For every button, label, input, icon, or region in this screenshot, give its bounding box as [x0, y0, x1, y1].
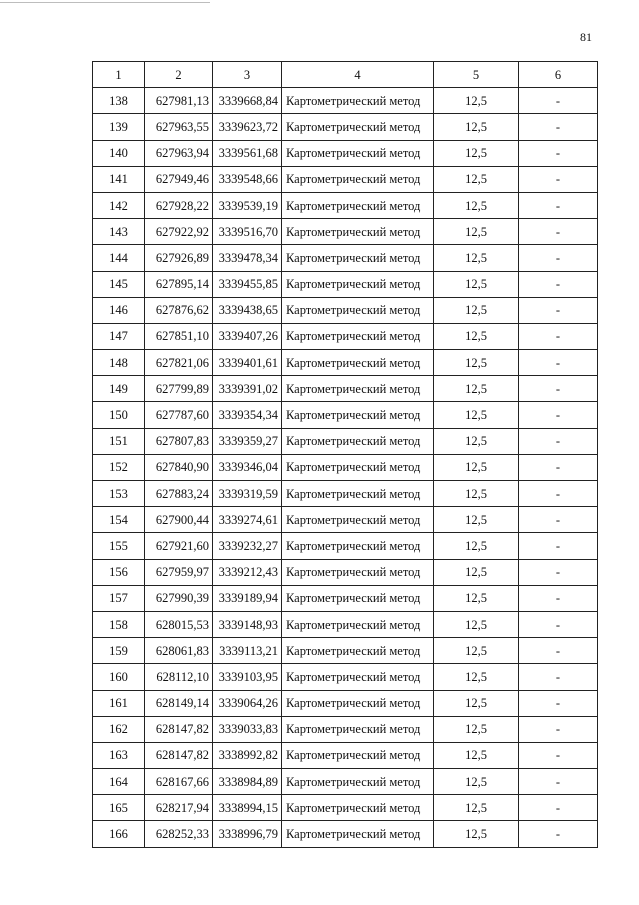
- table-row: [93, 481, 598, 507]
- point-number-cell: 152: [93, 454, 145, 480]
- x-coordinate-cell: 627840,90: [145, 454, 213, 480]
- accuracy-cell: 12,5: [434, 219, 519, 245]
- accuracy-cell: 12,5: [434, 88, 519, 114]
- method-cell: Картометрический метод: [282, 481, 434, 507]
- note-cell: -: [519, 88, 598, 114]
- note-cell: -: [519, 166, 598, 192]
- x-coordinate-cell: 627851,10: [145, 323, 213, 349]
- x-coordinate-cell: 627959,97: [145, 559, 213, 585]
- method-cell: Картометрический метод: [282, 821, 434, 847]
- x-coordinate-cell: 628015,53: [145, 611, 213, 637]
- point-number-cell: 164: [93, 769, 145, 795]
- y-coordinate-cell: 3339274,61: [213, 507, 282, 533]
- table-header: [93, 62, 598, 88]
- note-cell: -: [519, 297, 598, 323]
- point-number-cell: 139: [93, 114, 145, 140]
- table-row: [93, 664, 598, 690]
- x-coordinate-cell: 627895,14: [145, 271, 213, 297]
- accuracy-cell: 12,5: [434, 716, 519, 742]
- note-cell: -: [519, 507, 598, 533]
- accuracy-cell: 12,5: [434, 507, 519, 533]
- note-cell: -: [519, 611, 598, 637]
- y-coordinate-cell: 3339319,59: [213, 481, 282, 507]
- note-cell: -: [519, 140, 598, 166]
- column-header: 6: [519, 62, 598, 88]
- y-coordinate-cell: 3339391,02: [213, 376, 282, 402]
- method-cell: Картометрический метод: [282, 140, 434, 166]
- y-coordinate-cell: 3339113,21: [213, 638, 282, 664]
- point-number-cell: 155: [93, 533, 145, 559]
- table-row: [93, 769, 598, 795]
- y-coordinate-cell: 3339548,66: [213, 166, 282, 192]
- y-coordinate-cell: 3338984,89: [213, 769, 282, 795]
- method-cell: Картометрический метод: [282, 271, 434, 297]
- table-row: [93, 559, 598, 585]
- accuracy-cell: 12,5: [434, 402, 519, 428]
- point-number-cell: 143: [93, 219, 145, 245]
- table-row: [93, 323, 598, 349]
- x-coordinate-cell: 627963,55: [145, 114, 213, 140]
- y-coordinate-cell: 3339539,19: [213, 192, 282, 218]
- point-number-cell: 141: [93, 166, 145, 192]
- point-number-cell: 161: [93, 690, 145, 716]
- x-coordinate-cell: 627981,13: [145, 88, 213, 114]
- accuracy-cell: 12,5: [434, 611, 519, 637]
- coordinates-table: [92, 61, 598, 848]
- table-row: [93, 166, 598, 192]
- method-cell: Картометрический метод: [282, 297, 434, 323]
- x-coordinate-cell: 628252,33: [145, 821, 213, 847]
- method-cell: Картометрический метод: [282, 769, 434, 795]
- method-cell: Картометрический метод: [282, 742, 434, 768]
- y-coordinate-cell: 3339232,27: [213, 533, 282, 559]
- table-row: [93, 350, 598, 376]
- method-cell: Картометрический метод: [282, 376, 434, 402]
- method-cell: Картометрический метод: [282, 166, 434, 192]
- column-header: 5: [434, 62, 519, 88]
- table-row: [93, 795, 598, 821]
- table-row: [93, 376, 598, 402]
- column-header: 2: [145, 62, 213, 88]
- accuracy-cell: 12,5: [434, 664, 519, 690]
- note-cell: -: [519, 454, 598, 480]
- method-cell: Картометрический метод: [282, 611, 434, 637]
- accuracy-cell: 12,5: [434, 323, 519, 349]
- accuracy-cell: 12,5: [434, 350, 519, 376]
- point-number-cell: 165: [93, 795, 145, 821]
- method-cell: Картометрический метод: [282, 192, 434, 218]
- accuracy-cell: 12,5: [434, 192, 519, 218]
- method-cell: Картометрический метод: [282, 533, 434, 559]
- y-coordinate-cell: 3339103,95: [213, 664, 282, 690]
- note-cell: -: [519, 350, 598, 376]
- table-row: [93, 140, 598, 166]
- method-cell: Картометрический метод: [282, 507, 434, 533]
- y-coordinate-cell: 3339623,72: [213, 114, 282, 140]
- accuracy-cell: 12,5: [434, 166, 519, 192]
- x-coordinate-cell: 627807,83: [145, 428, 213, 454]
- note-cell: -: [519, 245, 598, 271]
- point-number-cell: 145: [93, 271, 145, 297]
- method-cell: Картометрический метод: [282, 402, 434, 428]
- note-cell: -: [519, 664, 598, 690]
- x-coordinate-cell: 627963,94: [145, 140, 213, 166]
- accuracy-cell: 12,5: [434, 376, 519, 402]
- y-coordinate-cell: 3339478,34: [213, 245, 282, 271]
- point-number-cell: 154: [93, 507, 145, 533]
- x-coordinate-cell: 627883,24: [145, 481, 213, 507]
- accuracy-cell: 12,5: [434, 742, 519, 768]
- y-coordinate-cell: 3339407,26: [213, 323, 282, 349]
- x-coordinate-cell: 627990,39: [145, 585, 213, 611]
- point-number-cell: 151: [93, 428, 145, 454]
- point-number-cell: 138: [93, 88, 145, 114]
- table-row: [93, 716, 598, 742]
- y-coordinate-cell: 3338992,82: [213, 742, 282, 768]
- table-body: [93, 88, 598, 847]
- page-number: 81: [580, 30, 592, 44]
- table-row: [93, 638, 598, 664]
- x-coordinate-cell: 627926,89: [145, 245, 213, 271]
- accuracy-cell: 12,5: [434, 559, 519, 585]
- point-number-cell: 149: [93, 376, 145, 402]
- x-coordinate-cell: 627821,06: [145, 350, 213, 376]
- point-number-cell: 157: [93, 585, 145, 611]
- accuracy-cell: 12,5: [434, 428, 519, 454]
- point-number-cell: 150: [93, 402, 145, 428]
- note-cell: -: [519, 192, 598, 218]
- note-cell: -: [519, 219, 598, 245]
- x-coordinate-cell: 627922,92: [145, 219, 213, 245]
- x-coordinate-cell: 627928,22: [145, 192, 213, 218]
- y-coordinate-cell: 3339455,85: [213, 271, 282, 297]
- top-edge-rule: [0, 2, 210, 3]
- y-coordinate-cell: 3339354,34: [213, 402, 282, 428]
- y-coordinate-cell: 3339401,61: [213, 350, 282, 376]
- accuracy-cell: 12,5: [434, 821, 519, 847]
- table-row: [93, 454, 598, 480]
- accuracy-cell: 12,5: [434, 114, 519, 140]
- header-row: [93, 62, 598, 88]
- x-coordinate-cell: 627799,89: [145, 376, 213, 402]
- point-number-cell: 146: [93, 297, 145, 323]
- accuracy-cell: 12,5: [434, 638, 519, 664]
- accuracy-cell: 12,5: [434, 140, 519, 166]
- note-cell: -: [519, 690, 598, 716]
- point-number-cell: 156: [93, 559, 145, 585]
- y-coordinate-cell: 3339359,27: [213, 428, 282, 454]
- table-row: [93, 533, 598, 559]
- note-cell: -: [519, 585, 598, 611]
- note-cell: -: [519, 742, 598, 768]
- accuracy-cell: 12,5: [434, 795, 519, 821]
- method-cell: Картометрический метод: [282, 664, 434, 690]
- method-cell: Картометрический метод: [282, 114, 434, 140]
- point-number-cell: 153: [93, 481, 145, 507]
- note-cell: -: [519, 533, 598, 559]
- point-number-cell: 166: [93, 821, 145, 847]
- point-number-cell: 148: [93, 350, 145, 376]
- y-coordinate-cell: 3339561,68: [213, 140, 282, 166]
- note-cell: -: [519, 481, 598, 507]
- accuracy-cell: 12,5: [434, 245, 519, 271]
- accuracy-cell: 12,5: [434, 585, 519, 611]
- column-header: 3: [213, 62, 282, 88]
- accuracy-cell: 12,5: [434, 533, 519, 559]
- accuracy-cell: 12,5: [434, 690, 519, 716]
- table-row: [93, 219, 598, 245]
- method-cell: Картометрический метод: [282, 690, 434, 716]
- method-cell: Картометрический метод: [282, 350, 434, 376]
- method-cell: Картометрический метод: [282, 454, 434, 480]
- note-cell: -: [519, 271, 598, 297]
- point-number-cell: 159: [93, 638, 145, 664]
- table-row: [93, 88, 598, 114]
- table-row: [93, 690, 598, 716]
- x-coordinate-cell: 627900,44: [145, 507, 213, 533]
- table-row: [93, 245, 598, 271]
- table-row: [93, 428, 598, 454]
- note-cell: -: [519, 323, 598, 349]
- point-number-cell: 158: [93, 611, 145, 637]
- method-cell: Картометрический метод: [282, 716, 434, 742]
- table-row: [93, 297, 598, 323]
- method-cell: Картометрический метод: [282, 638, 434, 664]
- point-number-cell: 147: [93, 323, 145, 349]
- method-cell: Картометрический метод: [282, 245, 434, 271]
- note-cell: -: [519, 428, 598, 454]
- note-cell: -: [519, 559, 598, 585]
- y-coordinate-cell: 3339668,84: [213, 88, 282, 114]
- note-cell: -: [519, 795, 598, 821]
- method-cell: Картометрический метод: [282, 219, 434, 245]
- table-row: [93, 402, 598, 428]
- accuracy-cell: 12,5: [434, 481, 519, 507]
- table-row: [93, 742, 598, 768]
- x-coordinate-cell: 628149,14: [145, 690, 213, 716]
- y-coordinate-cell: 3339438,65: [213, 297, 282, 323]
- point-number-cell: 163: [93, 742, 145, 768]
- column-header: 1: [93, 62, 145, 88]
- table-row: [93, 507, 598, 533]
- point-number-cell: 162: [93, 716, 145, 742]
- method-cell: Картометрический метод: [282, 323, 434, 349]
- y-coordinate-cell: 3339064,26: [213, 690, 282, 716]
- accuracy-cell: 12,5: [434, 271, 519, 297]
- method-cell: Картометрический метод: [282, 795, 434, 821]
- x-coordinate-cell: 628147,82: [145, 742, 213, 768]
- y-coordinate-cell: 3338994,15: [213, 795, 282, 821]
- note-cell: -: [519, 376, 598, 402]
- y-coordinate-cell: 3338996,79: [213, 821, 282, 847]
- point-number-cell: 160: [93, 664, 145, 690]
- y-coordinate-cell: 3339189,94: [213, 585, 282, 611]
- note-cell: -: [519, 638, 598, 664]
- accuracy-cell: 12,5: [434, 454, 519, 480]
- table-row: [93, 192, 598, 218]
- note-cell: -: [519, 769, 598, 795]
- table-row: [93, 271, 598, 297]
- table-row: [93, 611, 598, 637]
- point-number-cell: 140: [93, 140, 145, 166]
- method-cell: Картометрический метод: [282, 88, 434, 114]
- table-row: [93, 585, 598, 611]
- note-cell: -: [519, 716, 598, 742]
- x-coordinate-cell: 628147,82: [145, 716, 213, 742]
- y-coordinate-cell: 3339346,04: [213, 454, 282, 480]
- accuracy-cell: 12,5: [434, 297, 519, 323]
- note-cell: -: [519, 114, 598, 140]
- table-row: [93, 114, 598, 140]
- column-header: 4: [282, 62, 434, 88]
- x-coordinate-cell: 627876,62: [145, 297, 213, 323]
- x-coordinate-cell: 628217,94: [145, 795, 213, 821]
- table-row: [93, 821, 598, 847]
- point-number-cell: 142: [93, 192, 145, 218]
- note-cell: -: [519, 821, 598, 847]
- y-coordinate-cell: 3339033,83: [213, 716, 282, 742]
- x-coordinate-cell: 628061,83: [145, 638, 213, 664]
- method-cell: Картометрический метод: [282, 585, 434, 611]
- y-coordinate-cell: 3339516,70: [213, 219, 282, 245]
- x-coordinate-cell: 627921,60: [145, 533, 213, 559]
- x-coordinate-cell: 628167,66: [145, 769, 213, 795]
- x-coordinate-cell: 628112,10: [145, 664, 213, 690]
- method-cell: Картометрический метод: [282, 559, 434, 585]
- accuracy-cell: 12,5: [434, 769, 519, 795]
- method-cell: Картометрический метод: [282, 428, 434, 454]
- x-coordinate-cell: 627787,60: [145, 402, 213, 428]
- y-coordinate-cell: 3339148,93: [213, 611, 282, 637]
- x-coordinate-cell: 627949,46: [145, 166, 213, 192]
- note-cell: -: [519, 402, 598, 428]
- y-coordinate-cell: 3339212,43: [213, 559, 282, 585]
- point-number-cell: 144: [93, 245, 145, 271]
